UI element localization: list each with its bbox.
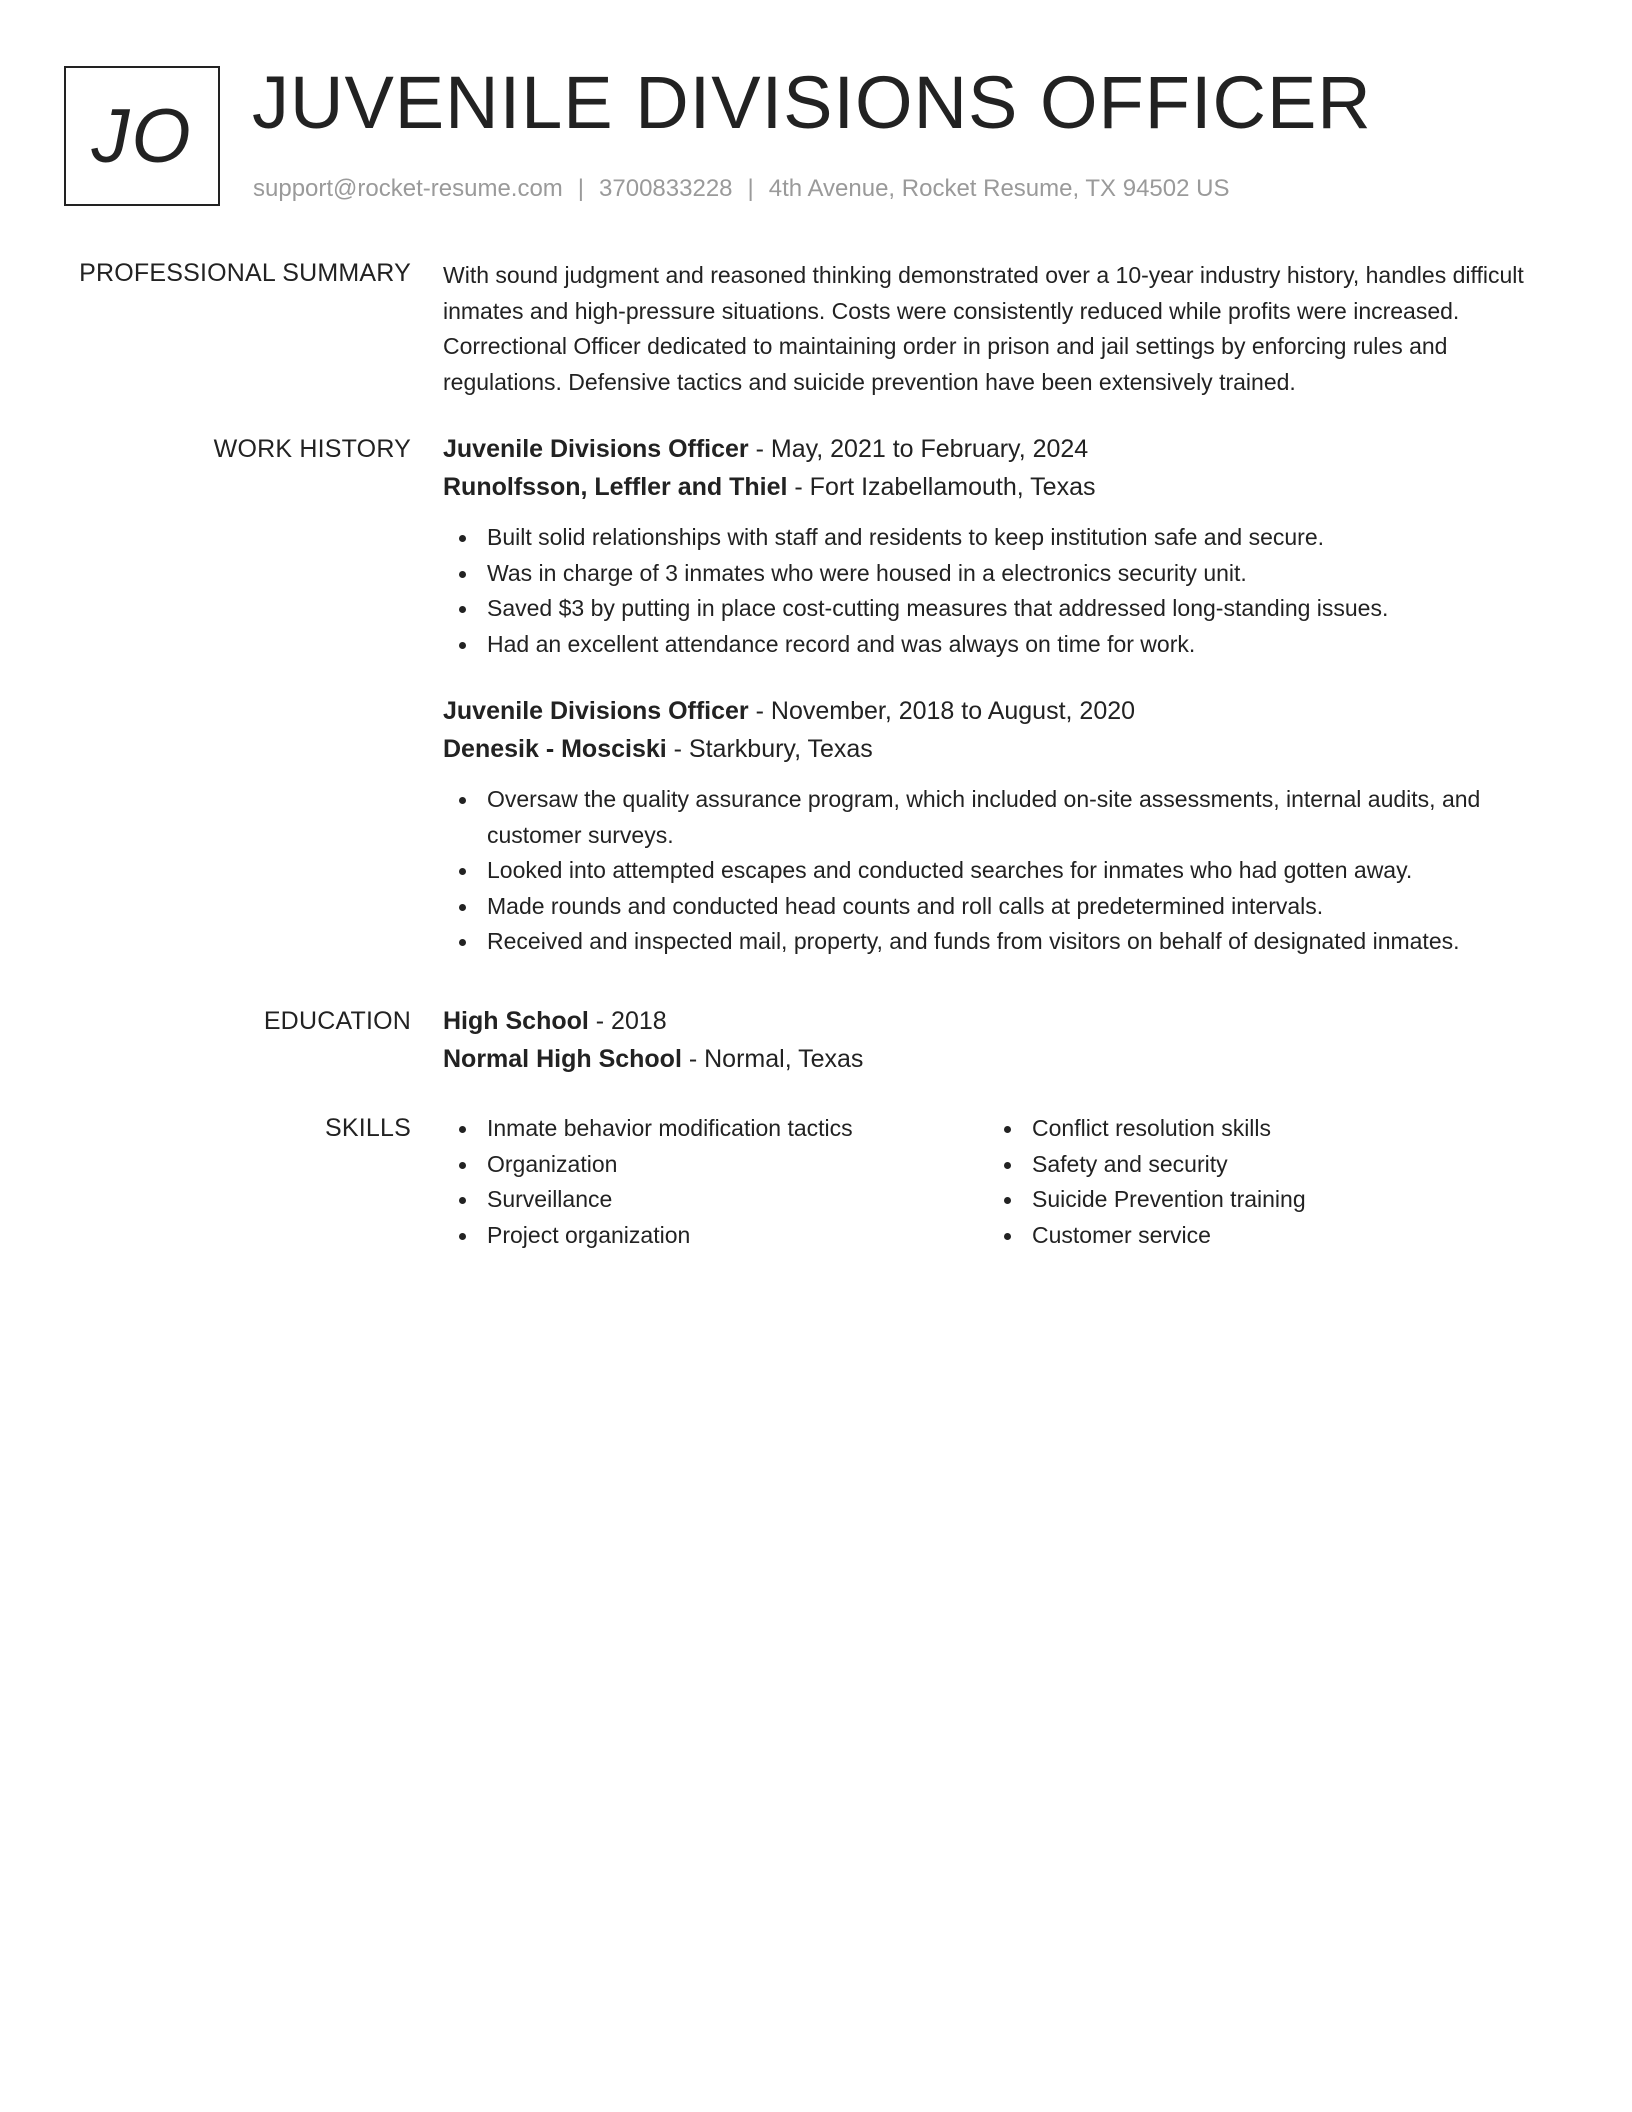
list-item: Looked into attempted escapes and conducted searches for inmates who had gotten away. <box>443 853 1533 889</box>
skill-item: Conflict resolution skills <box>988 1111 1533 1147</box>
skill-item: Suicide Prevention training <box>988 1182 1533 1218</box>
job-entry <box>443 430 1543 662</box>
education-degree: High School <box>443 1007 589 1035</box>
skill-item: Surveillance <box>443 1182 988 1218</box>
job-bullets <box>443 782 1533 960</box>
education-location: - Normal, Texas <box>681 1045 864 1073</box>
job-company: Denesik - Mosciski <box>443 735 667 763</box>
skills-body <box>443 1111 1543 1253</box>
job-title: Juvenile Divisions Officer <box>443 697 749 725</box>
job-dates: - November, 2018 to August, 2020 <box>748 697 1136 725</box>
job-location: - Starkbury, Texas <box>666 735 873 763</box>
skill-item: Inmate behavior modification tactics <box>443 1111 988 1147</box>
education-school: Normal High School <box>443 1045 682 1073</box>
education-body <box>443 1002 1543 1078</box>
job-location: - Fort Izabellamouth, Texas <box>787 473 1096 501</box>
list-item: Saved $3 by putting in place cost-cutting measures that addressed long-standing issues. <box>443 591 1543 627</box>
skill-item: Organization <box>443 1147 988 1183</box>
section-heading: EDUCATION <box>263 1007 411 1035</box>
education-year: - 2018 <box>588 1007 667 1035</box>
section-heading: PROFESSIONAL SUMMARY <box>79 259 411 287</box>
contact-email[interactable]: support@rocket-resume.com <box>253 175 563 202</box>
skills-grid <box>443 1111 1543 1253</box>
job-dates: - May, 2021 to February, 2024 <box>748 435 1089 463</box>
skill-item: Safety and security <box>988 1147 1533 1183</box>
skills-list-right <box>988 1111 1533 1253</box>
contact-address: 4th Avenue, Rocket Resume, TX 94502 US <box>768 175 1230 202</box>
section-heading: WORK HISTORY <box>213 435 411 463</box>
contact-separator: | <box>577 175 585 202</box>
job-company-line <box>443 468 1543 506</box>
job-company: Runolfsson, Leffler and Thiel <box>443 473 788 501</box>
list-item: Made rounds and conducted head counts and roll calls at predetermined intervals. <box>443 889 1533 925</box>
list-item: Received and inspected mail, property, and funds from visitors on behalf of designated inmates. <box>443 924 1533 960</box>
summary-text: With sound judgment and reasoned thinking demonstrated over a 10-year industry history, handles difficult inmates and high-pressure situations. Costs were consistently reduced while profits were increased. Correctional Officer dedicated to maintaining order in prison and jail settings by enforcing rules and regulations. Defensive tactics and suicide prevention have been extensively trained. <box>443 262 1524 395</box>
education-degree-line <box>443 1002 1543 1040</box>
job-entry <box>443 692 1543 960</box>
contact-separator: | <box>747 175 754 202</box>
list-item: Had an excellent attendance record and was always on time for work. <box>443 627 1543 663</box>
section-heading: SKILLS <box>325 1114 411 1142</box>
skills-list-left <box>443 1111 988 1253</box>
list-item: Built solid relationships with staff and residents to keep institution safe and secure. <box>443 520 1543 556</box>
list-item: Was in charge of 3 inmates who were housed in a electronics security unit. <box>443 556 1543 592</box>
job-company-line <box>443 730 1543 768</box>
job-title: Juvenile Divisions Officer <box>443 435 749 463</box>
job-title-line <box>443 430 1543 468</box>
summary-body <box>443 258 1543 400</box>
monogram-avatar: JO <box>64 66 220 206</box>
skill-item: Project organization <box>443 1218 988 1254</box>
page-title: JUVENILE DIVISIONS OFFICER <box>252 61 1372 144</box>
contact-phone[interactable]: 3700833228 <box>599 175 733 202</box>
job-bullets <box>443 520 1543 662</box>
contact-line <box>253 172 1229 206</box>
job-title-line <box>443 692 1543 730</box>
work-history-body <box>443 430 1543 960</box>
list-item: Oversaw the quality assurance program, which included on-site assessments, internal audits, and customer surveys. <box>443 782 1533 853</box>
skill-item: Customer service <box>988 1218 1533 1254</box>
education-school-line <box>443 1040 1543 1078</box>
